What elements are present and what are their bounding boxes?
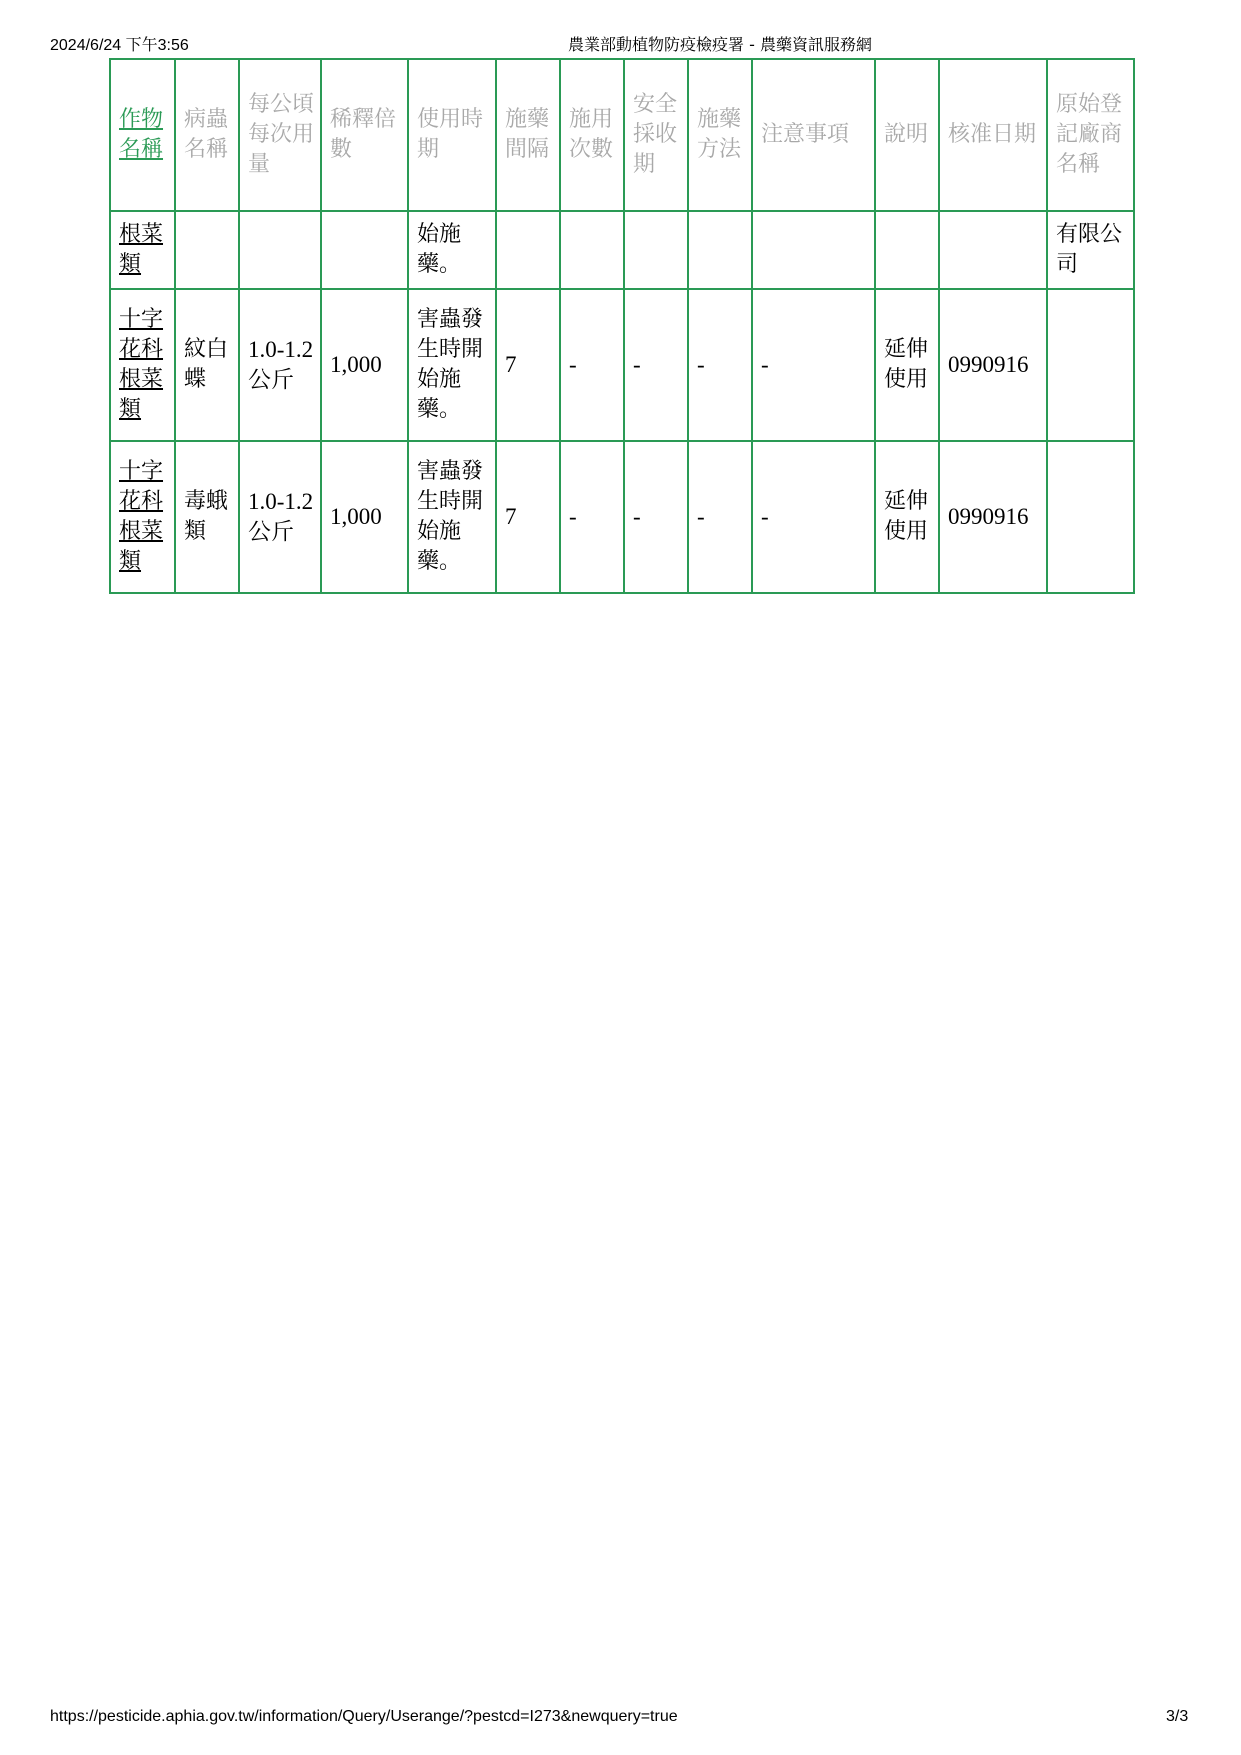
table-row: [110, 289, 1134, 441]
crop-link[interactable]: 十字花科根菜類: [119, 307, 164, 422]
print-footer-url: https://pesticide.aphia.gov.tw/information/Query/Userange/?pestcd=I273&newquery=true: [50, 1708, 678, 1725]
print-page-title: 農業部動植物防疫檢疫署 - 農藥資訊服務網: [568, 35, 872, 54]
table-row: [110, 441, 1134, 593]
cell-crop: [110, 289, 175, 441]
cell-safe-harvest: -: [624, 289, 688, 441]
header-dosage: 每公頃每次用量: [239, 59, 321, 211]
cell-dosage: 1.0-1.2公斤: [239, 441, 321, 593]
cell-approval-date: 0990916: [939, 441, 1047, 593]
cell-safe-harvest: [624, 211, 688, 289]
cell-description: [875, 211, 939, 289]
header-registrant: 原始登記廠商名稱: [1047, 59, 1134, 211]
cell-pest: 紋白蝶: [175, 289, 239, 441]
header-crop-name[interactable]: 作物名稱: [110, 59, 175, 211]
header-notes: 注意事項: [752, 59, 875, 211]
cell-interval: [496, 211, 560, 289]
header-interval: 施藥間隔: [496, 59, 560, 211]
cell-notes: [752, 211, 875, 289]
header-pest-name: 病蟲名稱: [175, 59, 239, 211]
print-datetime: 2024/6/24 下午3:56: [50, 37, 189, 54]
cell-registrant: [1047, 289, 1134, 441]
cell-timing: 始施藥。: [408, 211, 496, 289]
cell-dilution: [321, 211, 408, 289]
cell-times: -: [560, 289, 624, 441]
header-method: 施藥方法: [688, 59, 752, 211]
print-page-number: 3/3: [1166, 1708, 1189, 1725]
cell-approval-date: [939, 211, 1047, 289]
cell-times: [560, 211, 624, 289]
header-approval-date: 核准日期: [939, 59, 1047, 211]
pesticide-usage-table: [109, 58, 1135, 594]
cell-interval: 7: [496, 441, 560, 593]
cell-dosage: 1.0-1.2公斤: [239, 289, 321, 441]
cell-method: -: [688, 441, 752, 593]
cell-approval-date: 0990916: [939, 289, 1047, 441]
cell-notes: -: [752, 289, 875, 441]
cell-description: 延伸使用: [875, 289, 939, 441]
cell-crop: [110, 211, 175, 289]
header-safe-harvest: 安全採收期: [624, 59, 688, 211]
cell-notes: -: [752, 441, 875, 593]
cell-dilution: 1,000: [321, 289, 408, 441]
cell-safe-harvest: -: [624, 441, 688, 593]
cell-description: 延伸使用: [875, 441, 939, 593]
table-header-row: [110, 59, 1134, 211]
cell-times: -: [560, 441, 624, 593]
header-dilution: 稀釋倍數: [321, 59, 408, 211]
cell-registrant: 有限公司: [1047, 211, 1134, 289]
cell-registrant: [1047, 441, 1134, 593]
header-times: 施用次數: [560, 59, 624, 211]
header-description: 說明: [875, 59, 939, 211]
cell-timing: 害蟲發生時開始施藥。: [408, 289, 496, 441]
cell-pest: 毒蛾類: [175, 441, 239, 593]
table-row: [110, 211, 1134, 289]
cell-pest: [175, 211, 239, 289]
cell-crop: [110, 441, 175, 593]
cell-interval: 7: [496, 289, 560, 441]
cell-dosage: [239, 211, 321, 289]
cell-dilution: 1,000: [321, 441, 408, 593]
crop-link[interactable]: 十字花科根菜類: [119, 459, 164, 574]
cell-method: -: [688, 289, 752, 441]
crop-link[interactable]: 根菜類: [119, 222, 164, 277]
header-timing: 使用時期: [408, 59, 496, 211]
cell-method: [688, 211, 752, 289]
cell-timing: 害蟲發生時開始施藥。: [408, 441, 496, 593]
